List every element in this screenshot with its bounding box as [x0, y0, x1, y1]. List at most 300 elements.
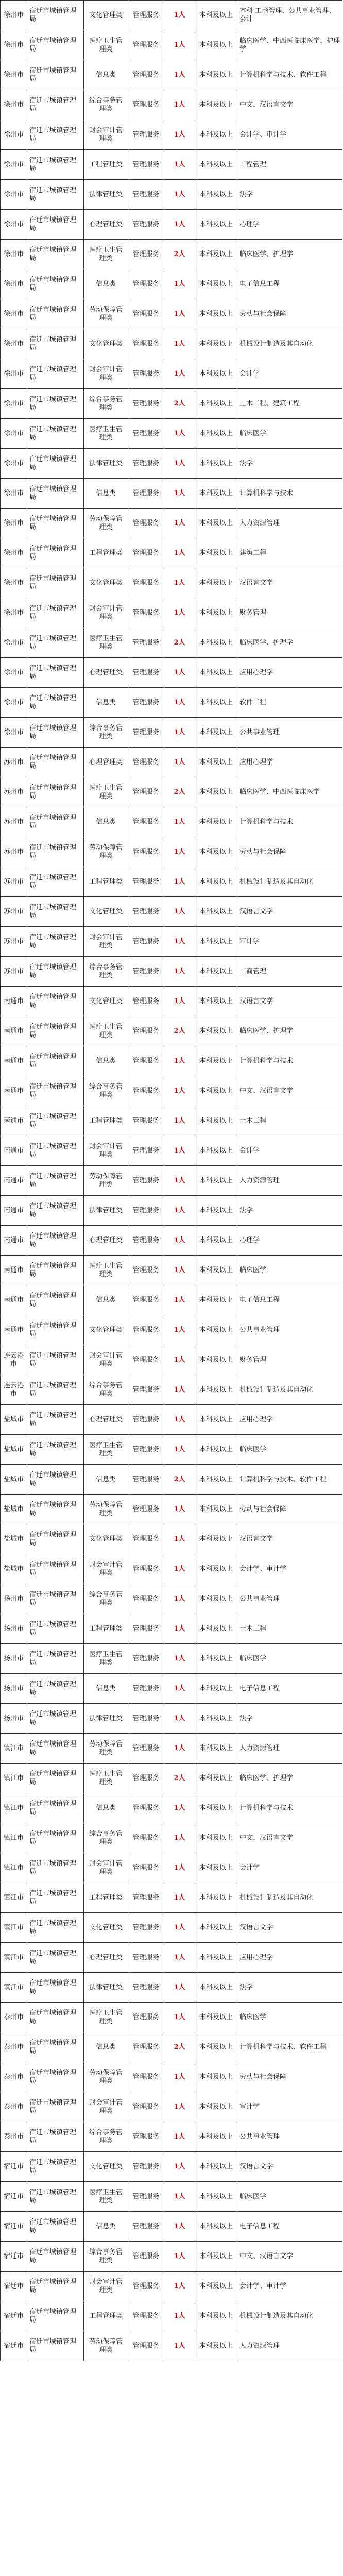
- position-type-cell: 管理服务: [128, 1614, 164, 1644]
- education-cell: 本科及以上: [195, 688, 237, 718]
- education-cell: 本科及以上: [195, 60, 237, 90]
- headcount-cell: 1人: [164, 1943, 195, 1973]
- education-cell: 本科及以上: [195, 1524, 237, 1554]
- headcount-cell: 1人: [164, 449, 195, 479]
- unit-cell: 宿迁市城镇管理局: [27, 1764, 84, 1793]
- table-row: [1, 1106, 342, 1136]
- position-type-cell: 管理服务: [128, 1883, 164, 1913]
- headcount-cell: 1人: [164, 2062, 195, 2092]
- table-row: [1, 150, 342, 180]
- unit-cell: 宿迁市城镇管理局: [27, 1435, 84, 1465]
- unit-cell: 宿迁市城镇管理局: [27, 1853, 84, 1883]
- unit-cell: 宿迁市城镇管理局: [27, 1285, 84, 1315]
- education-cell: 本科及以上: [195, 509, 237, 538]
- category-cell: 工程管理类: [84, 1883, 128, 1913]
- position-type-cell: 管理服务: [128, 2092, 164, 2122]
- major-cell: 土木工程: [237, 1614, 342, 1644]
- position-type-cell: 管理服务: [128, 30, 164, 60]
- table-row: [1, 2152, 342, 2182]
- unit-cell: 宿迁市城镇管理局: [27, 867, 84, 897]
- unit-cell: 宿迁市城镇管理局: [27, 2062, 84, 2092]
- city-cell: 徐州市: [1, 658, 27, 688]
- education-cell: 本科及以上: [195, 1793, 237, 1823]
- headcount-cell: 1人: [164, 2152, 195, 2182]
- table-row: [1, 2062, 342, 2092]
- headcount-cell: 1人: [164, 1973, 195, 2003]
- unit-cell: 宿迁市城镇管理局: [27, 30, 84, 60]
- major-cell: 中文、汉语言文学: [237, 1076, 342, 1106]
- headcount-cell: 1人: [164, 1196, 195, 1226]
- unit-cell: 宿迁市城镇管理局: [27, 538, 84, 568]
- city-cell: 扬州市: [1, 1584, 27, 1614]
- education-cell: 本科及以上: [195, 449, 237, 479]
- table-row: [1, 180, 342, 210]
- category-cell: 信息类: [84, 1674, 128, 1704]
- city-cell: 扬州市: [1, 1704, 27, 1734]
- major-cell: 汉语言文学: [237, 1913, 342, 1943]
- position-type-cell: 管理服务: [128, 210, 164, 240]
- table-row: [1, 1256, 342, 1285]
- table-row: [1, 987, 342, 1016]
- category-cell: 信息类: [84, 688, 128, 718]
- position-type-cell: 管理服务: [128, 1973, 164, 2003]
- headcount-cell: 1人: [164, 1644, 195, 1674]
- table-row: [1, 1405, 342, 1435]
- position-type-cell: 管理服务: [128, 1853, 164, 1883]
- table-row: [1, 957, 342, 987]
- headcount-cell: 1人: [164, 1285, 195, 1315]
- headcount-cell: 1人: [164, 1375, 195, 1405]
- major-cell: 会计学、审计学: [237, 120, 342, 150]
- table-row: [1, 598, 342, 628]
- table-row: [1, 837, 342, 867]
- headcount-cell: 2人: [164, 1764, 195, 1793]
- education-cell: 本科及以上: [195, 1315, 237, 1345]
- headcount-cell: 1人: [164, 538, 195, 568]
- unit-cell: 宿迁市城镇管理局: [27, 1046, 84, 1076]
- unit-cell: 宿迁市城镇管理局: [27, 1465, 84, 1495]
- unit-cell: 宿迁市城镇管理局: [27, 479, 84, 509]
- table-row: [1, 1764, 342, 1793]
- major-cell: 劳动与社会保障: [237, 837, 342, 867]
- education-cell: 本科及以上: [195, 807, 237, 837]
- headcount-cell: 2人: [164, 1016, 195, 1046]
- category-cell: 财会审计管理类: [84, 120, 128, 150]
- education-cell: 本科及以上: [195, 987, 237, 1016]
- headcount-cell: 1人: [164, 1524, 195, 1554]
- education-cell: 本科及以上: [195, 748, 237, 777]
- headcount-cell: 1人: [164, 1345, 195, 1375]
- headcount-cell: 1人: [164, 120, 195, 150]
- table-row: [1, 1, 342, 30]
- city-cell: 泰州市: [1, 2062, 27, 2092]
- city-cell: 宿迁市: [1, 2301, 27, 2331]
- headcount-cell: 1人: [164, 897, 195, 927]
- category-cell: 财会审计管理类: [84, 1136, 128, 1166]
- education-cell: 本科及以上: [195, 598, 237, 628]
- position-type-cell: 管理服务: [128, 1734, 164, 1764]
- table-body: [1, 1, 342, 2361]
- headcount-cell: 1人: [164, 1584, 195, 1614]
- position-type-cell: 管理服务: [128, 359, 164, 389]
- unit-cell: 宿迁市城镇管理局: [27, 598, 84, 628]
- unit-cell: 宿迁市城镇管理局: [27, 1913, 84, 1943]
- education-cell: 本科及以上: [195, 1196, 237, 1226]
- unit-cell: 宿迁市城镇管理局: [27, 2152, 84, 2182]
- headcount-cell: 2人: [164, 240, 195, 269]
- category-cell: 心理管理类: [84, 1405, 128, 1435]
- category-cell: 财会审计管理类: [84, 2272, 128, 2301]
- major-cell: 会计学: [237, 359, 342, 389]
- city-cell: 镇江市: [1, 1943, 27, 1973]
- city-cell: 宿迁市: [1, 2242, 27, 2272]
- position-type-cell: 管理服务: [128, 2242, 164, 2272]
- position-type-cell: 管理服务: [128, 1435, 164, 1465]
- major-cell: 人力资源管理: [237, 2331, 342, 2361]
- position-type-cell: 管理服务: [128, 1764, 164, 1793]
- category-cell: 心理管理类: [84, 210, 128, 240]
- position-type-cell: 管理服务: [128, 2152, 164, 2182]
- unit-cell: 宿迁市城镇管理局: [27, 1704, 84, 1734]
- city-cell: 扬州市: [1, 1644, 27, 1674]
- position-type-cell: 管理服务: [128, 1674, 164, 1704]
- major-cell: 临床医学: [237, 1435, 342, 1465]
- position-type-cell: 管理服务: [128, 449, 164, 479]
- unit-cell: 宿迁市城镇管理局: [27, 748, 84, 777]
- headcount-cell: 1人: [164, 1554, 195, 1584]
- unit-cell: 宿迁市城镇管理局: [27, 2272, 84, 2301]
- table-row: [1, 1465, 342, 1495]
- city-cell: 南通市: [1, 1285, 27, 1315]
- major-cell: 计算机科学与技术: [237, 1046, 342, 1076]
- headcount-cell: 1人: [164, 987, 195, 1016]
- headcount-cell: 1人: [164, 2122, 195, 2152]
- position-type-cell: 管理服务: [128, 748, 164, 777]
- category-cell: 医疗卫生管理类: [84, 1435, 128, 1465]
- unit-cell: 宿迁市城镇管理局: [27, 1196, 84, 1226]
- table-row: [1, 628, 342, 658]
- headcount-cell: 1人: [164, 598, 195, 628]
- city-cell: 苏州市: [1, 777, 27, 807]
- education-cell: 本科及以上: [195, 1106, 237, 1136]
- table-row: [1, 867, 342, 897]
- education-cell: 本科及以上: [195, 1883, 237, 1913]
- category-cell: 医疗卫生管理类: [84, 1644, 128, 1674]
- headcount-cell: 1人: [164, 927, 195, 957]
- unit-cell: 宿迁市城镇管理局: [27, 927, 84, 957]
- city-cell: 连云港市: [1, 1375, 27, 1405]
- education-cell: 本科及以上: [195, 180, 237, 210]
- major-cell: 应用心理学: [237, 658, 342, 688]
- headcount-cell: 1人: [164, 1136, 195, 1166]
- education-cell: 本科及以上: [195, 1046, 237, 1076]
- table-row: [1, 60, 342, 90]
- headcount-cell: 1人: [164, 568, 195, 598]
- category-cell: 信息类: [84, 1465, 128, 1495]
- education-cell: 本科及以上: [195, 1614, 237, 1644]
- unit-cell: 宿迁市城镇管理局: [27, 1226, 84, 1256]
- major-cell: 会计学、审计学: [237, 2272, 342, 2301]
- position-type-cell: 管理服务: [128, 2062, 164, 2092]
- city-cell: 南通市: [1, 1106, 27, 1136]
- major-cell: 汉语言文学: [237, 568, 342, 598]
- education-cell: 本科及以上: [195, 867, 237, 897]
- category-cell: 医疗卫生管理类: [84, 2003, 128, 2032]
- major-cell: 汉语言文学: [237, 2152, 342, 2182]
- city-cell: 徐州市: [1, 329, 27, 359]
- major-cell: 劳动与社会保障: [237, 2062, 342, 2092]
- table-row: [1, 1285, 342, 1315]
- category-cell: 财会审计管理类: [84, 598, 128, 628]
- category-cell: 信息类: [84, 479, 128, 509]
- position-type-cell: 管理服务: [128, 1, 164, 30]
- unit-cell: 宿迁市城镇管理局: [27, 120, 84, 150]
- major-cell: 人力资源管理: [237, 1166, 342, 1196]
- unit-cell: 宿迁市城镇管理局: [27, 1, 84, 30]
- education-cell: 本科及以上: [195, 1465, 237, 1495]
- table-row: [1, 1973, 342, 2003]
- headcount-cell: 1人: [164, 1, 195, 30]
- headcount-cell: 1人: [164, 718, 195, 748]
- unit-cell: 宿迁市城镇管理局: [27, 1614, 84, 1644]
- city-cell: 镇江市: [1, 1853, 27, 1883]
- headcount-cell: 1人: [164, 90, 195, 120]
- headcount-cell: 1人: [164, 269, 195, 299]
- city-cell: 盐城市: [1, 1435, 27, 1465]
- city-cell: 盐城市: [1, 1405, 27, 1435]
- city-cell: 南通市: [1, 1226, 27, 1256]
- major-cell: 临床医学、中西医临床医学: [237, 777, 342, 807]
- position-type-cell: 管理服务: [128, 150, 164, 180]
- position-type-cell: 管理服务: [128, 90, 164, 120]
- table-row: [1, 1853, 342, 1883]
- category-cell: 医疗卫生管理类: [84, 240, 128, 269]
- education-cell: 本科及以上: [195, 479, 237, 509]
- major-cell: 计算机科学与技术、软件工程: [237, 1465, 342, 1495]
- unit-cell: 宿迁市城镇管理局: [27, 329, 84, 359]
- category-cell: 信息类: [84, 1046, 128, 1076]
- unit-cell: 宿迁市城镇管理局: [27, 240, 84, 269]
- position-type-cell: 管理服务: [128, 867, 164, 897]
- city-cell: 盐城市: [1, 1465, 27, 1495]
- position-type-cell: 管理服务: [128, 538, 164, 568]
- headcount-cell: 1人: [164, 419, 195, 449]
- unit-cell: 宿迁市城镇管理局: [27, 1883, 84, 1913]
- education-cell: 本科及以上: [195, 1166, 237, 1196]
- major-cell: 劳动与社会保障: [237, 1495, 342, 1524]
- table-row: [1, 1674, 342, 1704]
- category-cell: 工程管理类: [84, 538, 128, 568]
- education-cell: 本科及以上: [195, 1076, 237, 1106]
- education-cell: 本科及以上: [195, 269, 237, 299]
- headcount-cell: 1人: [164, 2272, 195, 2301]
- category-cell: 医疗卫生管理类: [84, 628, 128, 658]
- category-cell: 医疗卫生管理类: [84, 419, 128, 449]
- major-cell: 机械设计制造及其自动化: [237, 329, 342, 359]
- major-cell: 临床医学: [237, 419, 342, 449]
- unit-cell: 宿迁市城镇管理局: [27, 359, 84, 389]
- education-cell: 本科及以上: [195, 419, 237, 449]
- major-cell: 法学: [237, 1196, 342, 1226]
- city-cell: 徐州市: [1, 150, 27, 180]
- city-cell: 镇江市: [1, 1883, 27, 1913]
- major-cell: 审计学: [237, 927, 342, 957]
- education-cell: 本科及以上: [195, 1345, 237, 1375]
- position-type-cell: 管理服务: [128, 329, 164, 359]
- category-cell: 法律管理类: [84, 1973, 128, 2003]
- unit-cell: 宿迁市城镇管理局: [27, 1345, 84, 1375]
- city-cell: 徐州市: [1, 419, 27, 449]
- major-cell: 公共事业管理: [237, 2122, 342, 2152]
- unit-cell: 宿迁市城镇管理局: [27, 2242, 84, 2272]
- category-cell: 综合事务管理类: [84, 1076, 128, 1106]
- city-cell: 徐州市: [1, 1, 27, 30]
- city-cell: 扬州市: [1, 1674, 27, 1704]
- category-cell: 心理管理类: [84, 748, 128, 777]
- headcount-cell: 1人: [164, 1166, 195, 1196]
- category-cell: 心理管理类: [84, 658, 128, 688]
- position-type-cell: 管理服务: [128, 1644, 164, 1674]
- position-type-cell: 管理服务: [128, 777, 164, 807]
- category-cell: 综合事务管理类: [84, 1584, 128, 1614]
- unit-cell: 宿迁市城镇管理局: [27, 2182, 84, 2212]
- education-cell: 本科及以上: [195, 90, 237, 120]
- category-cell: 医疗卫生管理类: [84, 30, 128, 60]
- city-cell: 徐州市: [1, 60, 27, 90]
- city-cell: 镇江市: [1, 1793, 27, 1823]
- city-cell: 连云港市: [1, 1345, 27, 1375]
- education-cell: 本科及以上: [195, 897, 237, 927]
- position-type-cell: 管理服务: [128, 2331, 164, 2361]
- headcount-cell: 1人: [164, 688, 195, 718]
- position-type-cell: 管理服务: [128, 1285, 164, 1315]
- major-cell: 汉语言文学: [237, 897, 342, 927]
- major-cell: 会计学、审计学: [237, 1554, 342, 1584]
- major-cell: 工商管理: [237, 957, 342, 987]
- category-cell: 工程管理类: [84, 150, 128, 180]
- city-cell: 泰州市: [1, 2122, 27, 2152]
- position-type-cell: 管理服务: [128, 1465, 164, 1495]
- category-cell: 综合事务管理类: [84, 2242, 128, 2272]
- category-cell: 综合事务管理类: [84, 718, 128, 748]
- city-cell: 泰州市: [1, 2092, 27, 2122]
- major-cell: 审计学: [237, 2092, 342, 2122]
- category-cell: 医疗卫生管理类: [84, 777, 128, 807]
- major-cell: 工程管理: [237, 150, 342, 180]
- position-type-cell: 管理服务: [128, 2182, 164, 2212]
- table-row: [1, 1913, 342, 1943]
- city-cell: 徐州市: [1, 210, 27, 240]
- unit-cell: 宿迁市城镇管理局: [27, 987, 84, 1016]
- table-row: [1, 120, 342, 150]
- unit-cell: 宿迁市城镇管理局: [27, 1106, 84, 1136]
- major-cell: 中文、汉语言文学: [237, 2242, 342, 2272]
- table-row: [1, 897, 342, 927]
- position-type-cell: 管理服务: [128, 1943, 164, 1973]
- education-cell: 本科及以上: [195, 1016, 237, 1046]
- unit-cell: 宿迁市城镇管理局: [27, 1256, 84, 1285]
- headcount-cell: 1人: [164, 1226, 195, 1256]
- table-row: [1, 1166, 342, 1196]
- major-cell: 临床医学: [237, 1644, 342, 1674]
- unit-cell: 宿迁市城镇管理局: [27, 419, 84, 449]
- major-cell: 计算机科学与技术、软件工程: [237, 2032, 342, 2062]
- city-cell: 宿迁市: [1, 2182, 27, 2212]
- major-cell: 公共事业管理: [237, 1584, 342, 1614]
- education-cell: 本科及以上: [195, 150, 237, 180]
- major-cell: 电子信息工程: [237, 1674, 342, 1704]
- category-cell: 心理管理类: [84, 1943, 128, 1973]
- position-type-cell: 管理服务: [128, 1256, 164, 1285]
- education-cell: 本科及以上: [195, 1853, 237, 1883]
- position-type-cell: 管理服务: [128, 1046, 164, 1076]
- position-type-cell: 管理服务: [128, 1076, 164, 1106]
- unit-cell: 宿迁市城镇管理局: [27, 2331, 84, 2361]
- table-row: [1, 509, 342, 538]
- table-row: [1, 2242, 342, 2272]
- headcount-cell: 1人: [164, 210, 195, 240]
- category-cell: 文化管理类: [84, 1524, 128, 1554]
- category-cell: 信息类: [84, 807, 128, 837]
- city-cell: 徐州市: [1, 240, 27, 269]
- headcount-cell: 1人: [164, 748, 195, 777]
- city-cell: 南通市: [1, 1256, 27, 1285]
- city-cell: 徐州市: [1, 120, 27, 150]
- category-cell: 法律管理类: [84, 449, 128, 479]
- city-cell: 徐州市: [1, 389, 27, 419]
- major-cell: 临床医学: [237, 2003, 342, 2032]
- category-cell: 工程管理类: [84, 2301, 128, 2331]
- city-cell: 镇江市: [1, 1734, 27, 1764]
- city-cell: 南通市: [1, 1046, 27, 1076]
- category-cell: 信息类: [84, 2212, 128, 2242]
- category-cell: 综合事务管理类: [84, 90, 128, 120]
- city-cell: 宿迁市: [1, 2272, 27, 2301]
- headcount-cell: 1人: [164, 2242, 195, 2272]
- category-cell: 综合事务管理类: [84, 389, 128, 419]
- category-cell: 劳动保障管理类: [84, 299, 128, 329]
- table-row: [1, 2182, 342, 2212]
- position-type-cell: 管理服务: [128, 2122, 164, 2152]
- education-cell: 本科及以上: [195, 1943, 237, 1973]
- major-cell: 中文、汉语言文学: [237, 1823, 342, 1853]
- table-row: [1, 748, 342, 777]
- unit-cell: 宿迁市城镇管理局: [27, 1554, 84, 1584]
- education-cell: 本科及以上: [195, 1764, 237, 1793]
- education-cell: 本科及以上: [195, 389, 237, 419]
- major-cell: 心理学: [237, 1226, 342, 1256]
- table-row: [1, 718, 342, 748]
- table-row: [1, 1435, 342, 1465]
- table-row: [1, 777, 342, 807]
- education-cell: 本科及以上: [195, 2032, 237, 2062]
- major-cell: 电子信息工程: [237, 1285, 342, 1315]
- headcount-cell: 1人: [164, 2301, 195, 2331]
- city-cell: 镇江市: [1, 1913, 27, 1943]
- unit-cell: 宿迁市城镇管理局: [27, 1524, 84, 1554]
- table-row: [1, 1793, 342, 1823]
- education-cell: 本科及以上: [195, 1913, 237, 1943]
- education-cell: 本科及以上: [195, 1674, 237, 1704]
- category-cell: 劳动保障管理类: [84, 837, 128, 867]
- education-cell: 本科及以上: [195, 837, 237, 867]
- headcount-cell: 1人: [164, 1793, 195, 1823]
- headcount-cell: 1人: [164, 837, 195, 867]
- education-cell: 本科及以上: [195, 927, 237, 957]
- education-cell: 本科及以上: [195, 359, 237, 389]
- education-cell: 本科及以上: [195, 1285, 237, 1315]
- category-cell: 财会审计管理类: [84, 1554, 128, 1584]
